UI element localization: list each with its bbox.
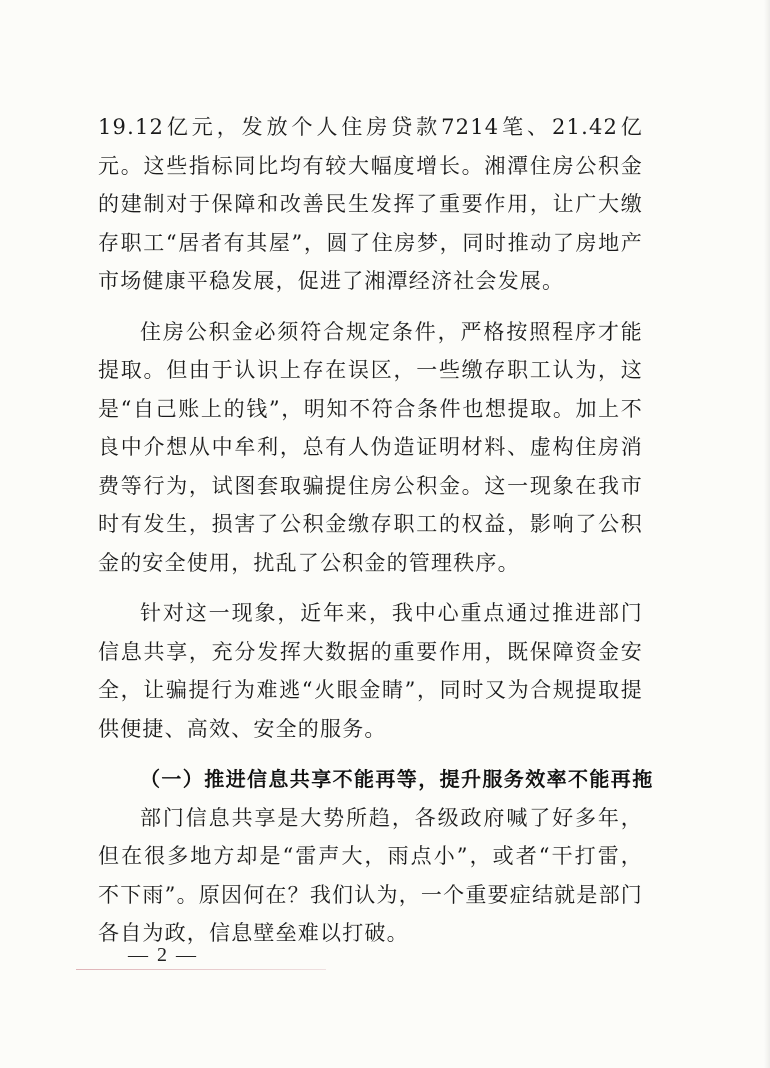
- footer-divider: [76, 969, 326, 970]
- page-edge-shadow: [764, 0, 770, 1068]
- body-text: [98, 108, 654, 953]
- paragraph-continuation: 19.12亿元，发放个人住房贷款7214笔、21.42亿元。这些指标同比均有较大幅度增长。湘潭住房公积金的建制对于保障和改善民生发挥了重要作用，让广大缴存职工“居者有其屋”，圆了住房梦，同时推动了房地产市场健康平稳发展，促进了湘潭经济社会发展。: [98, 115, 643, 293]
- section-heading: （一）推进信息共享不能再等，提升服务效率不能再拖: [140, 767, 654, 791]
- paragraph-countermeasures: 针对这一现象，近年来，我中心重点通过推进部门信息共享，充分发挥大数据的重要作用，既保障资金安全，让骗提行为难逃“火眼金睛”，同时又为合规提取提供便捷、高效、安全的服务。: [98, 601, 643, 741]
- paragraph-withdrawal-conditions: 住房公积金必须符合规定条件，严格按照程序才能提取。但由于认识上存在误区，一些缴存职工认为，这是“自己账上的钱”，明知不符合条件也想提取。加上不良中介想从中牟利，总有人伪造证明材料、虚构住房消费等行为，试图套取骗提住房公积金。这一现象在我市时有发生，损害了公积金缴存职工的权益，影响了公积金的安全使用，扰乱了公积金的管理秩序。: [98, 319, 643, 575]
- paragraph-information-sharing: 部门信息共享是大势所趋，各级政府喊了好多年，但在很多地方却是“雷声大，雨点小”，或者“干打雷，不下雨”。原因何在？我们认为，一个重要症结就是部门各自为政，信息壁垒难以打破。: [98, 805, 643, 945]
- page-number: — 2 —: [128, 944, 198, 966]
